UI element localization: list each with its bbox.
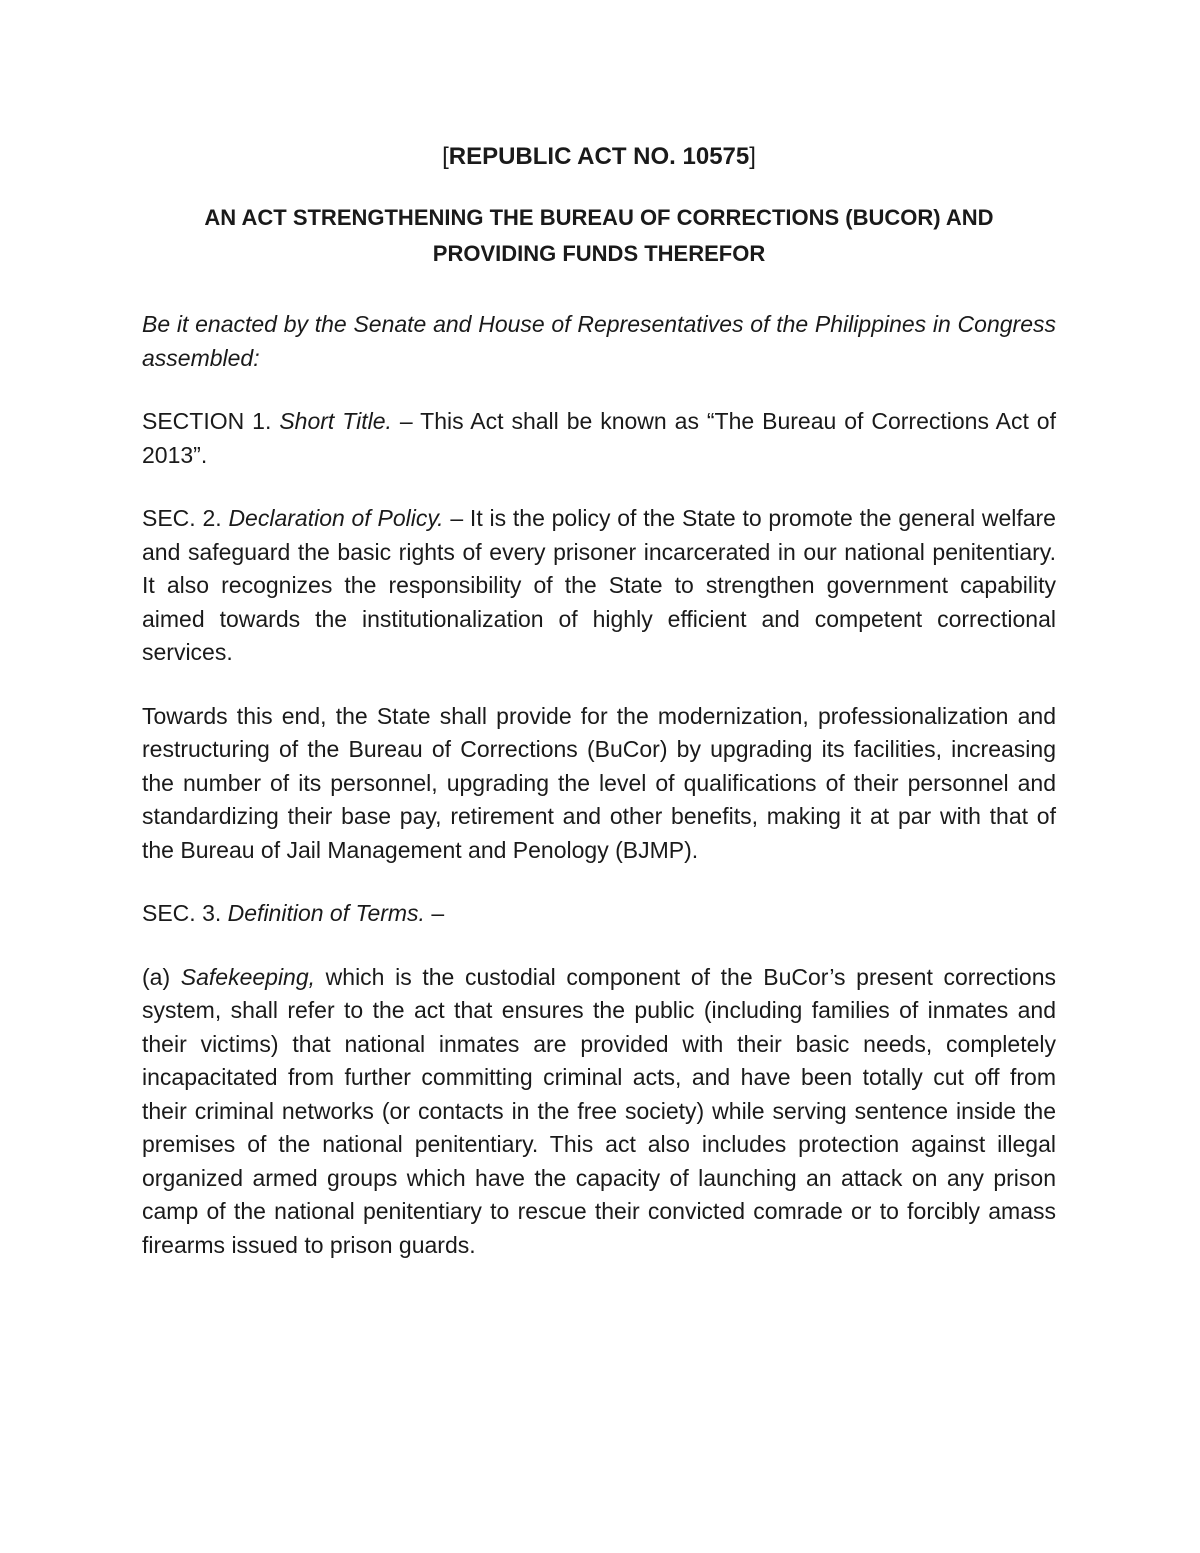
section-2-label: SEC. 2. bbox=[142, 505, 229, 531]
section-2-heading: Declaration of Policy. bbox=[228, 505, 444, 531]
section-3-heading: Definition of Terms. bbox=[227, 900, 425, 926]
item-a-term: Safekeeping, bbox=[180, 963, 316, 990]
section-1-heading: Short Title. bbox=[279, 408, 392, 434]
act-title-line-1: AN ACT STRENGTHENING THE BUREAU OF CORRECTIONS (BUCOR) AND bbox=[204, 205, 994, 230]
section-3-text: – bbox=[424, 900, 445, 926]
document-page bbox=[142, 140, 1056, 1292]
section-1-label: SECTION 1. bbox=[142, 408, 280, 434]
section-3-label: SEC. 3. bbox=[142, 900, 228, 926]
item-a-label: (a) bbox=[142, 963, 181, 990]
section-3-item-a bbox=[142, 961, 1056, 1263]
item-a-text: which is the custodial component of the BuCor’s present corrections system, shall refer to the act that ensures the public (including families of inmates and their victims) that national inmates are provided with their basic needs, completely incapacitated from further committing criminal acts, and have been totally cut off from their criminal networks (or contacts in the free society) while serving sentence inside the premises of the national penitentiary. This act also includes protection against illegal organized armed groups which have the capacity of launching an attack on any prison camp of the national penitentiary to rescue their convicted comrade or to forcibly amass firearms issued to prison guards. bbox=[142, 963, 1056, 1258]
bracket-close: ] bbox=[749, 143, 756, 170]
section-2-paragraph-2: Towards this end, the State shall provide for the modernization, professionalization and restructuring of the Bureau of Corrections (BuCor) by upgrading its facilities, increasing the number of its personnel, upgrading the level of qualifications of their personnel and standardizing their base pay, retirement and other benefits, making it at par with that of the Bureau of Jail Management and Penology (BJMP). bbox=[142, 702, 1056, 863]
act-number: REPUBLIC ACT NO. 10575 bbox=[448, 143, 750, 170]
section-3 bbox=[142, 897, 1056, 931]
bracket-open: [ bbox=[442, 143, 449, 170]
section-2-text: – It is the policy of the State to promote the general welfare and safeguard the basic rights of every prisoner incarcerated in our national penitentiary. It also recognizes the responsibility of the State to strengthen government capability aimed towards the institutionalization of highly efficient and competent correctional services. bbox=[142, 505, 1056, 665]
act-number-heading bbox=[142, 140, 1056, 174]
act-title bbox=[142, 200, 1056, 272]
section-1-text: – This Act shall be known as “The Bureau of Corrections Act of 2013”. bbox=[142, 408, 1056, 468]
section-2 bbox=[142, 502, 1056, 670]
section-1 bbox=[142, 405, 1056, 472]
act-title-line-2: PROVIDING FUNDS THEREFOR bbox=[432, 241, 766, 266]
enacting-clause: Be it enacted by the Senate and House of Representatives of the Philippines in Congress assembled: bbox=[142, 311, 1056, 371]
